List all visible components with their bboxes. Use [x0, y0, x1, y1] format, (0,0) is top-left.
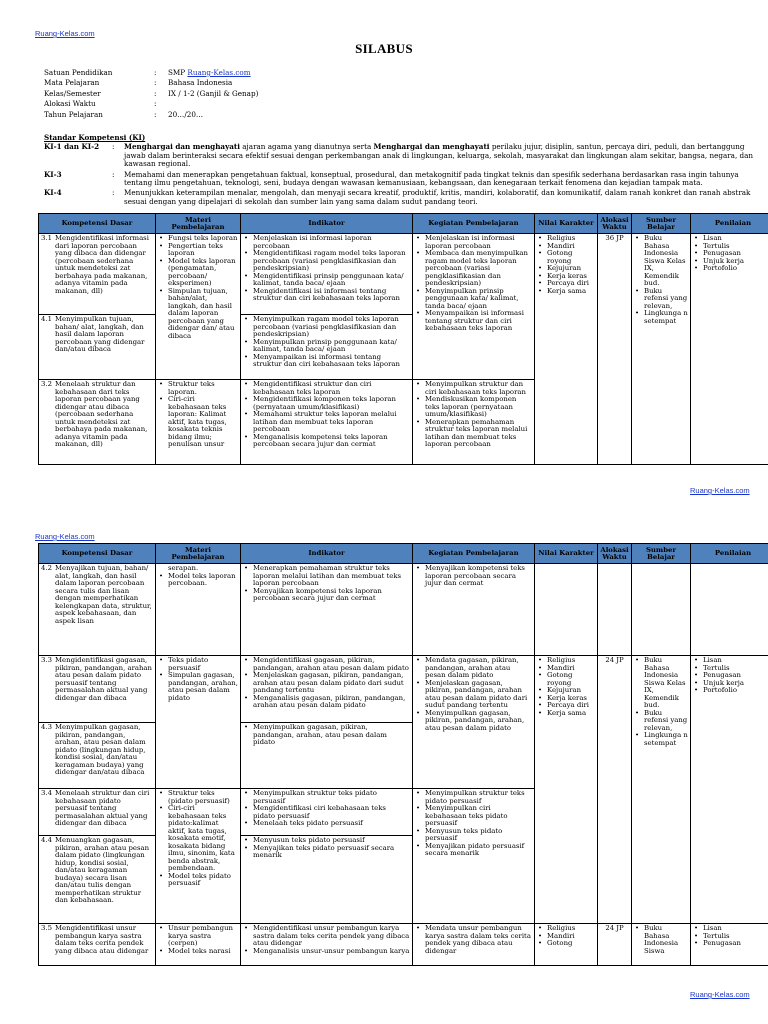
- list-item: • Menyimpulkan gagasan, pikiran, pandangan, arahan, atau pesan dalam pidato: [425, 710, 532, 733]
- list-item: • Mengidentifikasi struktur dan ciri kebahasaan teks laporan: [253, 381, 410, 396]
- list-item: • Penugasan: [703, 250, 768, 258]
- info-row: Tahun Pelajaran : 20…/20…: [44, 109, 204, 119]
- list-item: • Buku Bahasa Indonesia Siswa Kelas IX, Kemendik bud.: [644, 657, 688, 710]
- materi-cell: [156, 789, 241, 924]
- ki-heading: Standar Kompetensi (KI): [44, 133, 146, 142]
- list-item: • Percaya diri: [547, 280, 595, 288]
- bullet-list: [693, 235, 768, 273]
- site-link-top-2[interactable]: Ruang-Kelas.com: [35, 532, 95, 541]
- bullet-list: [243, 565, 410, 603]
- list-item: • Buku Bahasa Indonesia Siswa: [644, 925, 688, 955]
- alokasi-cell: 24 JP: [598, 656, 632, 924]
- list-item: • Menjelaskan gagasan, pikiran, pandangan, arahan atau pesan dalam pidato dari sudut pandang tertentu: [253, 672, 410, 695]
- list-item: • Menyimpulkan struktur teks pidato persuasif: [425, 790, 532, 805]
- list-item: • Kerja keras: [547, 695, 595, 703]
- list-item: • Lisan: [703, 657, 768, 665]
- table-header-row: [39, 544, 768, 564]
- bullet-list: [415, 565, 532, 588]
- sumber-cell: [632, 656, 691, 924]
- list-item: • Kerja sama: [547, 710, 595, 718]
- materi-cell: serapan. • Model teks laporan percobaan.: [156, 564, 241, 656]
- list-item: • Memahami struktur teks laporan melalui latihan dan membuat teks laporan percobaan: [253, 411, 410, 434]
- list-item: • Lingkunga n setempat: [644, 310, 688, 325]
- info-label: Kelas/Semester: [44, 88, 101, 98]
- penilaian-cell: [691, 924, 768, 966]
- column-header: Alokasi Waktu: [598, 544, 632, 564]
- nilai-cell: [535, 656, 598, 924]
- info-label: Satuan Pendidikan: [44, 68, 113, 77]
- list-item: • Mendiskusikan komponen teks laporan (pernyataan umum/klasifikasi): [425, 396, 532, 419]
- kd-cell: 3.4 Menelaah struktur dan ciri kebahasaan pidato persuasif tentang permasalahan aktual yang didengar dan dibaca: [39, 789, 156, 836]
- table-row: [39, 656, 768, 723]
- bullet-list: [415, 235, 532, 333]
- info-label: Mata Pelajaran: [44, 78, 100, 88]
- ki-row: KI-3 : Memahami dan menerapkan pengetahuan faktual, konseptual, prosedural, dan metakognitif pada tingkat teknis dan spesifik sederhana berdasarkan rasa ingin tahunya tentang ilmu pengetahuan, teknologi, seni, budaya dengan wawasan kemanusiaan, kebangsaan, dan kenegaraan terkait fenomena dan kejadian tampak mata.: [44, 171, 756, 188]
- list-item: • Menyimpulkan prinsip penggunaan kata/ kalimat, tanda baca/ ejaan: [253, 339, 410, 354]
- bullet-list: [415, 925, 532, 955]
- list-item: • Buku refensi yang relevan,: [644, 288, 688, 311]
- kegiatan-cell: [413, 656, 535, 789]
- kd-cell: 4.4 Menuangkan gagasan, pikiran, arahan atau pesan dalam pidato (lingkungan hidup, kondisi sosial, dan/atau keragaman budaya) secara lisan dan/atau tulis dengan memperhatikan struktur dan kebahasaan.: [39, 836, 156, 924]
- table-row: [39, 564, 768, 656]
- list-item: • Menyampaikan isi informasi tentang struktur dan ciri kebahasaan teks laporan: [253, 354, 410, 369]
- column-header: Materi Pembelajaran: [156, 544, 241, 564]
- ki-block: [44, 134, 756, 208]
- list-item: • Menerapkan pemahaman struktur teks laporan melalui latihan dan membuat teks laporan percobaan: [253, 565, 410, 588]
- list-item: • Mandiri: [547, 243, 595, 251]
- materi-cell: [156, 234, 241, 380]
- list-item: • Kerja keras: [547, 273, 595, 281]
- bullet-list: [243, 316, 410, 369]
- ki-key: KI-3: [44, 169, 62, 179]
- kd-cell: 4.1 Menyimpulkan tujuan, bahan/ alat, langkah, dan hasil dalam laporan percobaan yang didengar dan/atau dibaca: [39, 315, 156, 380]
- list-item: • Menyimpulkan struktur teks pidato persuasif: [253, 790, 410, 805]
- column-header: Kegiatan Pembelajaran: [413, 214, 535, 234]
- list-item: • Unsur pembangun karya sastra (cerpen): [168, 925, 238, 948]
- kd-cell: 3.5 Mengidentifikasi unsur pembangun karya sastra dalam teks cerita pendek yang dibaca atau didengar: [39, 924, 156, 966]
- site-link-top[interactable]: Ruang-Kelas.com: [35, 29, 95, 38]
- nilai-cell: [535, 564, 598, 656]
- list-item: • Menyajikan kompetensi teks laporan percobaan secara jujur dan cermat: [425, 565, 532, 588]
- bullet-list: [158, 381, 238, 449]
- list-item: • Mendata gagasan, pikiran, pandangan, arahan atau pesan dalam pidato: [425, 657, 532, 680]
- kd-cell: 3.1 Mengidentifikasi informasi dari laporan percobaan yang dibaca dan didengar (percobaan sederhana untuk mendeteksi zat berbahaya pada makanan, adanya vitamin pada makanan, dll): [39, 234, 156, 315]
- list-item: • Tertulis: [703, 243, 768, 251]
- list-item: • Portofolio: [703, 265, 768, 273]
- list-item: • Menerapkan pemahaman struktur teks laporan melalui latihan dan membuat teks laporan percobaan: [425, 419, 532, 449]
- list-item: • Penugasan: [703, 672, 768, 680]
- site-link-bottom[interactable]: Ruang-Kelas.com: [690, 486, 750, 495]
- list-item: • Religius: [547, 235, 595, 243]
- bullet-list: [537, 235, 595, 295]
- list-item: • Lingkunga n setempat: [644, 732, 688, 747]
- bullet-list: [243, 235, 410, 303]
- list-item: • Mandiri: [547, 933, 595, 941]
- list-item: • Religius: [547, 657, 595, 665]
- column-header: Kompetensi Dasar: [39, 214, 156, 234]
- sumber-cell: [632, 924, 691, 966]
- list-item: • Gotong royong: [547, 672, 595, 687]
- site-link-bottom-2[interactable]: Ruang-Kelas.com: [690, 990, 750, 999]
- bullet-list: [415, 657, 532, 732]
- indikator-cell: [241, 789, 413, 836]
- list-item: • Menyimpulkan ciri kebahasaan teks pidato persuasif: [425, 805, 532, 828]
- list-item: • Kerja sama: [547, 288, 595, 296]
- sumber-cell: [632, 234, 691, 465]
- ki-key: KI-1 dan KI-2: [44, 142, 100, 152]
- list-item: • Simpulan gagasan, pandangan, arahan, atau pesan dalam pidato: [168, 672, 238, 702]
- list-item: • Menyampaikan isi informasi tentang struktur dan ciri kebahasaan teks laporan: [425, 310, 532, 333]
- indikator-cell: [241, 836, 413, 924]
- column-header: Penilaian: [691, 214, 768, 234]
- info-link[interactable]: Ruang-Kelas.com: [187, 68, 251, 77]
- bullet-list: [158, 657, 238, 702]
- bullet-list: [537, 657, 595, 717]
- bullet-list: [537, 925, 595, 948]
- column-header: Sumber Belajar: [632, 544, 691, 564]
- info-row: Mata Pelajaran : Bahasa Indonesia: [44, 78, 233, 88]
- info-label: Tahun Pelajaran: [44, 109, 103, 119]
- materi-cell: [156, 380, 241, 465]
- list-item: • Mengidentifikasi isi informasi tentang struktur dan ciri kebahasaan teks laporan: [253, 288, 410, 303]
- list-item: • Buku Bahasa Indonesia Siswa Kelas IX, Kemendik bud.: [644, 235, 688, 288]
- indikator-cell: [241, 723, 413, 789]
- indikator-cell: [241, 234, 413, 315]
- list-item: • Model teks pidato persuasif: [168, 873, 238, 888]
- info-row: Alokasi Waktu :: [44, 99, 157, 109]
- ki-row: KI-4 : Menunjukkan keterampilan menalar, mengolah, dan menyaji secara kreatif, produktif, kritis, mandiri, kolaboratif, dan komunikatif, dalam ranah konkret dan ranah abstrak sesuai dengan yang dipelajari di sekolah dan sumber lain yang sama dalam sudut pandang teori.: [44, 189, 756, 206]
- list-item: • Menjelaskan isi informasi laporan percobaan: [253, 235, 410, 250]
- indikator-cell: [241, 315, 413, 380]
- list-item: • Menjelaskan isi informasi laporan percobaan: [425, 235, 532, 250]
- indikator-cell: [241, 380, 413, 465]
- alokasi-cell: 36 JP: [598, 234, 632, 465]
- syllabus-table-1: [38, 213, 768, 465]
- bullet-list: [158, 925, 238, 955]
- column-header: Sumber Belajar: [632, 214, 691, 234]
- table-row: [39, 924, 768, 966]
- bullet-list: [415, 790, 532, 858]
- nilai-cell: [535, 924, 598, 966]
- list-item: • Model teks laporan percobaan.: [168, 573, 238, 588]
- list-item: • Portofolio: [703, 687, 768, 695]
- materi-cell: [156, 656, 241, 789]
- ki-text: Memahami dan menerapkan pengetahuan faktual, konseptual, prosedural, dan metakognitif pada tingkat teknis dan spesifik sederhana berdasarkan rasa ingin tahunya tentang ilmu pengetahuan, teknologi, seni, budaya dengan wawasan kemanusiaan, kebangsaan, dan kenegaraan terkait fenomena dan kejadian tampak mata.: [124, 169, 739, 188]
- kegiatan-cell: [413, 924, 535, 966]
- kd-cell: 4.3 Menyimpulkan gagasan, pikiran, pandangan, arahan, atau pesan dalam pidato (lingkungan hidup, kondisi sosial, dan/atau keragaman budaya) yang didengar dan/atau dibaca: [39, 723, 156, 789]
- kd-cell: 3.3 Mengidentifikasi gagasan, pikiran, pandangan, arahan atau pesan dalam pidato persuasif tentang permasalahan aktual yang didengar dan dibaca: [39, 656, 156, 723]
- list-item: • Mengidentifikasi prinsip penggunaan kata/ kalimat, tanda baca/ ejaan: [253, 273, 410, 288]
- list-item: • Kejujuran: [547, 687, 595, 695]
- kd-cell: 3.2 Menelaah struktur dan kebahasaan dari teks laporan percobaan yang didengar atau dibaca (percobaan sederhana untuk mendeteksi zat berbahaya pada makanan, adanya vitamin pada makanan, dll): [39, 380, 156, 465]
- list-item: • Menyimpulkan prinsip penggunaan kata/ kalimat, tanda baca/ ejaan: [425, 288, 532, 311]
- info-value: IX / 1-2 (Ganjil & Genap): [168, 88, 259, 98]
- materi-cell: [156, 924, 241, 966]
- ki-row: KI-1 dan KI-2 : Menghargai dan menghayati ajaran agama yang dianutnya serta Menghargai dan menghayati perilaku jujur, disiplin, santun, percaya diri, peduli, dan bertanggung jawab dalam berinteraksi secara efektif sesuai dengan perkembangan anak di lingkungan, keluarga, sekolah, masyarakat dan lingkungan alam sekitar, bangsa, negara, dan kawasan regional.: [44, 143, 756, 168]
- bullet-list: [415, 381, 532, 449]
- alokasi-cell: 24 JP: [598, 924, 632, 966]
- list-item: • Model teks laporan (pengamatan, percobaan/ eksperimen): [168, 258, 238, 288]
- penilaian-cell: [691, 234, 768, 465]
- column-header: Nilai Karakter: [535, 544, 598, 564]
- list-item: • Menganalisis gagasan, pikiran, pandangan, arahan atau pesan dalam pidato: [253, 695, 410, 710]
- kegiatan-cell: [413, 380, 535, 465]
- list-item: • Mengidentifikasi gagasan, pikiran, pandangan, arahan atau pesan dalam pidato: [253, 657, 410, 672]
- kd-cell: 4.2 Menyajikan tujuan, bahan/ alat, langkah, dan hasil dalam laporan percobaan secara tulis dan lisan dengan memperhatikan kelengkapan data, struktur, aspek kebahasaan, dan aspek lisan: [39, 564, 156, 656]
- sumber-cell: [632, 564, 691, 656]
- syllabus-table-2: [38, 543, 768, 966]
- column-header: Nilai Karakter: [535, 214, 598, 234]
- list-item: • Mengidentifikasi ragam model teks laporan percobaan (variasi pengklasifikasian dan pendeskripsian): [253, 250, 410, 273]
- penilaian-cell: [691, 656, 768, 924]
- list-item: • Unjuk kerja: [703, 680, 768, 688]
- list-item: • Model teks narasi: [168, 948, 238, 956]
- list-item: • Menyimpulkan ragam model teks laporan percobaan (variasi pengklasifikasian dan pendeskripsian): [253, 316, 410, 339]
- list-item: • Lisan: [703, 235, 768, 243]
- penilaian-cell: [691, 564, 768, 656]
- indikator-cell: [241, 924, 413, 966]
- indikator-cell: [241, 564, 413, 656]
- list-item: • Menjelaskan gagasan, pikiran, pandangan, arahan atau pesan dalam pidato dari sudut pandang tertentu: [425, 680, 532, 710]
- indikator-cell: [241, 656, 413, 723]
- column-header: Indikator: [241, 544, 413, 564]
- list-item: • Struktur teks (pidato persuasif): [168, 790, 238, 805]
- list-item: • Lisan: [703, 925, 768, 933]
- list-item: • Mengidentifikasi unsur pembangun karya sastra dalam teks cerita pendek yang dibaca atau didengar: [253, 925, 410, 948]
- bullet-list: [158, 790, 238, 888]
- list-item: • Penugasan: [703, 940, 768, 948]
- list-item: • Menyajikan pidato persuasif secara menarik: [425, 843, 532, 858]
- list-item: • Teks pidato persuasif: [168, 657, 238, 672]
- list-item: • Menganalisis unsur-unsur pembangun karya: [253, 948, 410, 956]
- list-item: • Fungsi teks laporan: [168, 235, 238, 243]
- bullet-list: [634, 925, 688, 955]
- bullet-list: [243, 724, 410, 747]
- nilai-cell: [535, 234, 598, 465]
- list-item: • Religius: [547, 925, 595, 933]
- bullet-list: [693, 657, 768, 695]
- page-title: SILABUS: [355, 41, 413, 56]
- ki-text: Menghargai dan menghayati ajaran agama yang dianutnya serta Menghargai dan menghayati perilaku jujur, disiplin, santun, percaya diri, peduli, dan bertanggung jawab dalam berinteraksi secara efektif sesuai dengan perkembangan anak di lingkungan, keluarga, sekolah, masyarakat dan lingkungan alam sekitar, bangsa, negara, dan kawasan regional.: [124, 142, 754, 169]
- list-item: • Mengidentifikasi ciri kebahasaan teks pidato persuasif: [253, 805, 410, 820]
- list-item: • Mendata unsur pembangun karya sastra dalam teks cerita pendek yang dibaca atau didengar: [425, 925, 532, 955]
- list-item: • Buku refensi yang relevan,: [644, 710, 688, 733]
- bullet-list: [634, 657, 688, 747]
- table-row: [39, 234, 768, 315]
- list-item: • Tertulis: [703, 933, 768, 941]
- list-item: • Gotong: [547, 940, 595, 948]
- list-item: • Mandiri: [547, 665, 595, 673]
- ki-text: Menunjukkan keterampilan menalar, mengolah, dan menyaji secara kreatif, produktif, kritis, mandiri, kolaboratif, dan komunikatif, dalam ranah konkret dan ranah abstrak sesuai dengan yang dipelajari di sekolah dan sumber lain yang sama dalam sudut pandang teori.: [124, 188, 751, 206]
- info-value: Bahasa Indonesia: [168, 78, 233, 88]
- identity-block: [44, 68, 258, 120]
- list-item: • Tertulis: [703, 665, 768, 673]
- table-header-row: [39, 214, 768, 234]
- list-item: • Kejujuran: [547, 265, 595, 273]
- column-header: Materi Pembelajaran: [156, 214, 241, 234]
- bullet-list: [243, 381, 410, 449]
- list-item: • Ciri-ciri kebahasaan teks laporan: Kalimat aktif, kata tugas, kosakata teknis bidang ilmu; penulisan unsur: [168, 396, 238, 449]
- kegiatan-cell: [413, 564, 535, 656]
- ki-key: KI-4: [44, 188, 62, 198]
- info-row: Satuan Pendidikan : SMP Ruang-Kelas.com: [44, 68, 251, 77]
- list-item: • Menyimpulkan gagasan, pikiran, pandangan, arahan, atau pesan dalam pidato: [253, 724, 410, 747]
- bullet-list: [243, 925, 410, 955]
- list-item: • Struktur teks laporan.: [168, 381, 238, 396]
- column-header: Kegiatan Pembelajaran: [413, 544, 535, 564]
- alokasi-cell: [598, 564, 632, 656]
- list-item: • Pengertian teks laporan: [168, 243, 238, 258]
- list-item: • Menyusun teks pidato persuasif: [253, 837, 410, 845]
- bullet-list: [243, 837, 410, 860]
- list-item: • Unjuk kerja: [703, 258, 768, 266]
- column-header: Kompetensi Dasar: [39, 544, 156, 564]
- list-item: • Menyajikan teks pidato persuasif secara menarik: [253, 845, 410, 860]
- kegiatan-cell: [413, 789, 535, 924]
- kegiatan-cell: [413, 234, 535, 380]
- list-item: • Percaya diri: [547, 702, 595, 710]
- list-item: • Gotong royong: [547, 250, 595, 265]
- list-item: • Menganalisis kompetensi teks laporan percobaan secara jujur dan cermat: [253, 434, 410, 449]
- list-item: • Ciri-ciri kebahasaan teks pidato:kalimat aktif, kata tugas, kosakata emotif, kosakata bidang ilmu, sinonim, kata benda abstrak, pembendaan.: [168, 805, 238, 873]
- bullet-list: [634, 235, 688, 325]
- column-header: Indikator: [241, 214, 413, 234]
- list-item: • Menelaah teks pidato persuasif: [253, 820, 410, 828]
- info-value: 20…/20…: [168, 109, 204, 119]
- list-item: • Menyimpulkan struktur dan ciri kebahasaan teks laporan: [425, 381, 532, 396]
- list-item: • Membaca dan menyimpulkan ragam model teks laporan percobaan (variasi pengklasifikasian dan pendeskripsian): [425, 250, 532, 288]
- list-item: • Menyajikan kompetensi teks laporan percobaan secara jujur dan cermat: [253, 588, 410, 603]
- list-item: • Menyusun teks pidato persuasif: [425, 828, 532, 843]
- list-item: • Simpulan tujuan, bahan/alat, langkah, dan hasil dalam laporan percobaan yang didengar dan/ atau dibaca: [168, 288, 238, 341]
- bullet-list: [693, 925, 768, 948]
- bullet-list: [158, 573, 238, 588]
- bullet-list: [243, 657, 410, 710]
- column-header: Penilaian: [691, 544, 768, 564]
- info-label: Alokasi Waktu: [44, 99, 96, 109]
- info-value: SMP Ruang-Kelas.com: [168, 68, 251, 77]
- info-row: Kelas/Semester : IX / 1-2 (Ganjil & Genap): [44, 88, 259, 98]
- bullet-list: [243, 790, 410, 828]
- list-item: • Mengidentifikasi komponen teks laporan (pernyataan umum/klasifikasi): [253, 396, 410, 411]
- column-header: Alokasi Waktu: [598, 214, 632, 234]
- bullet-list: [158, 235, 238, 340]
